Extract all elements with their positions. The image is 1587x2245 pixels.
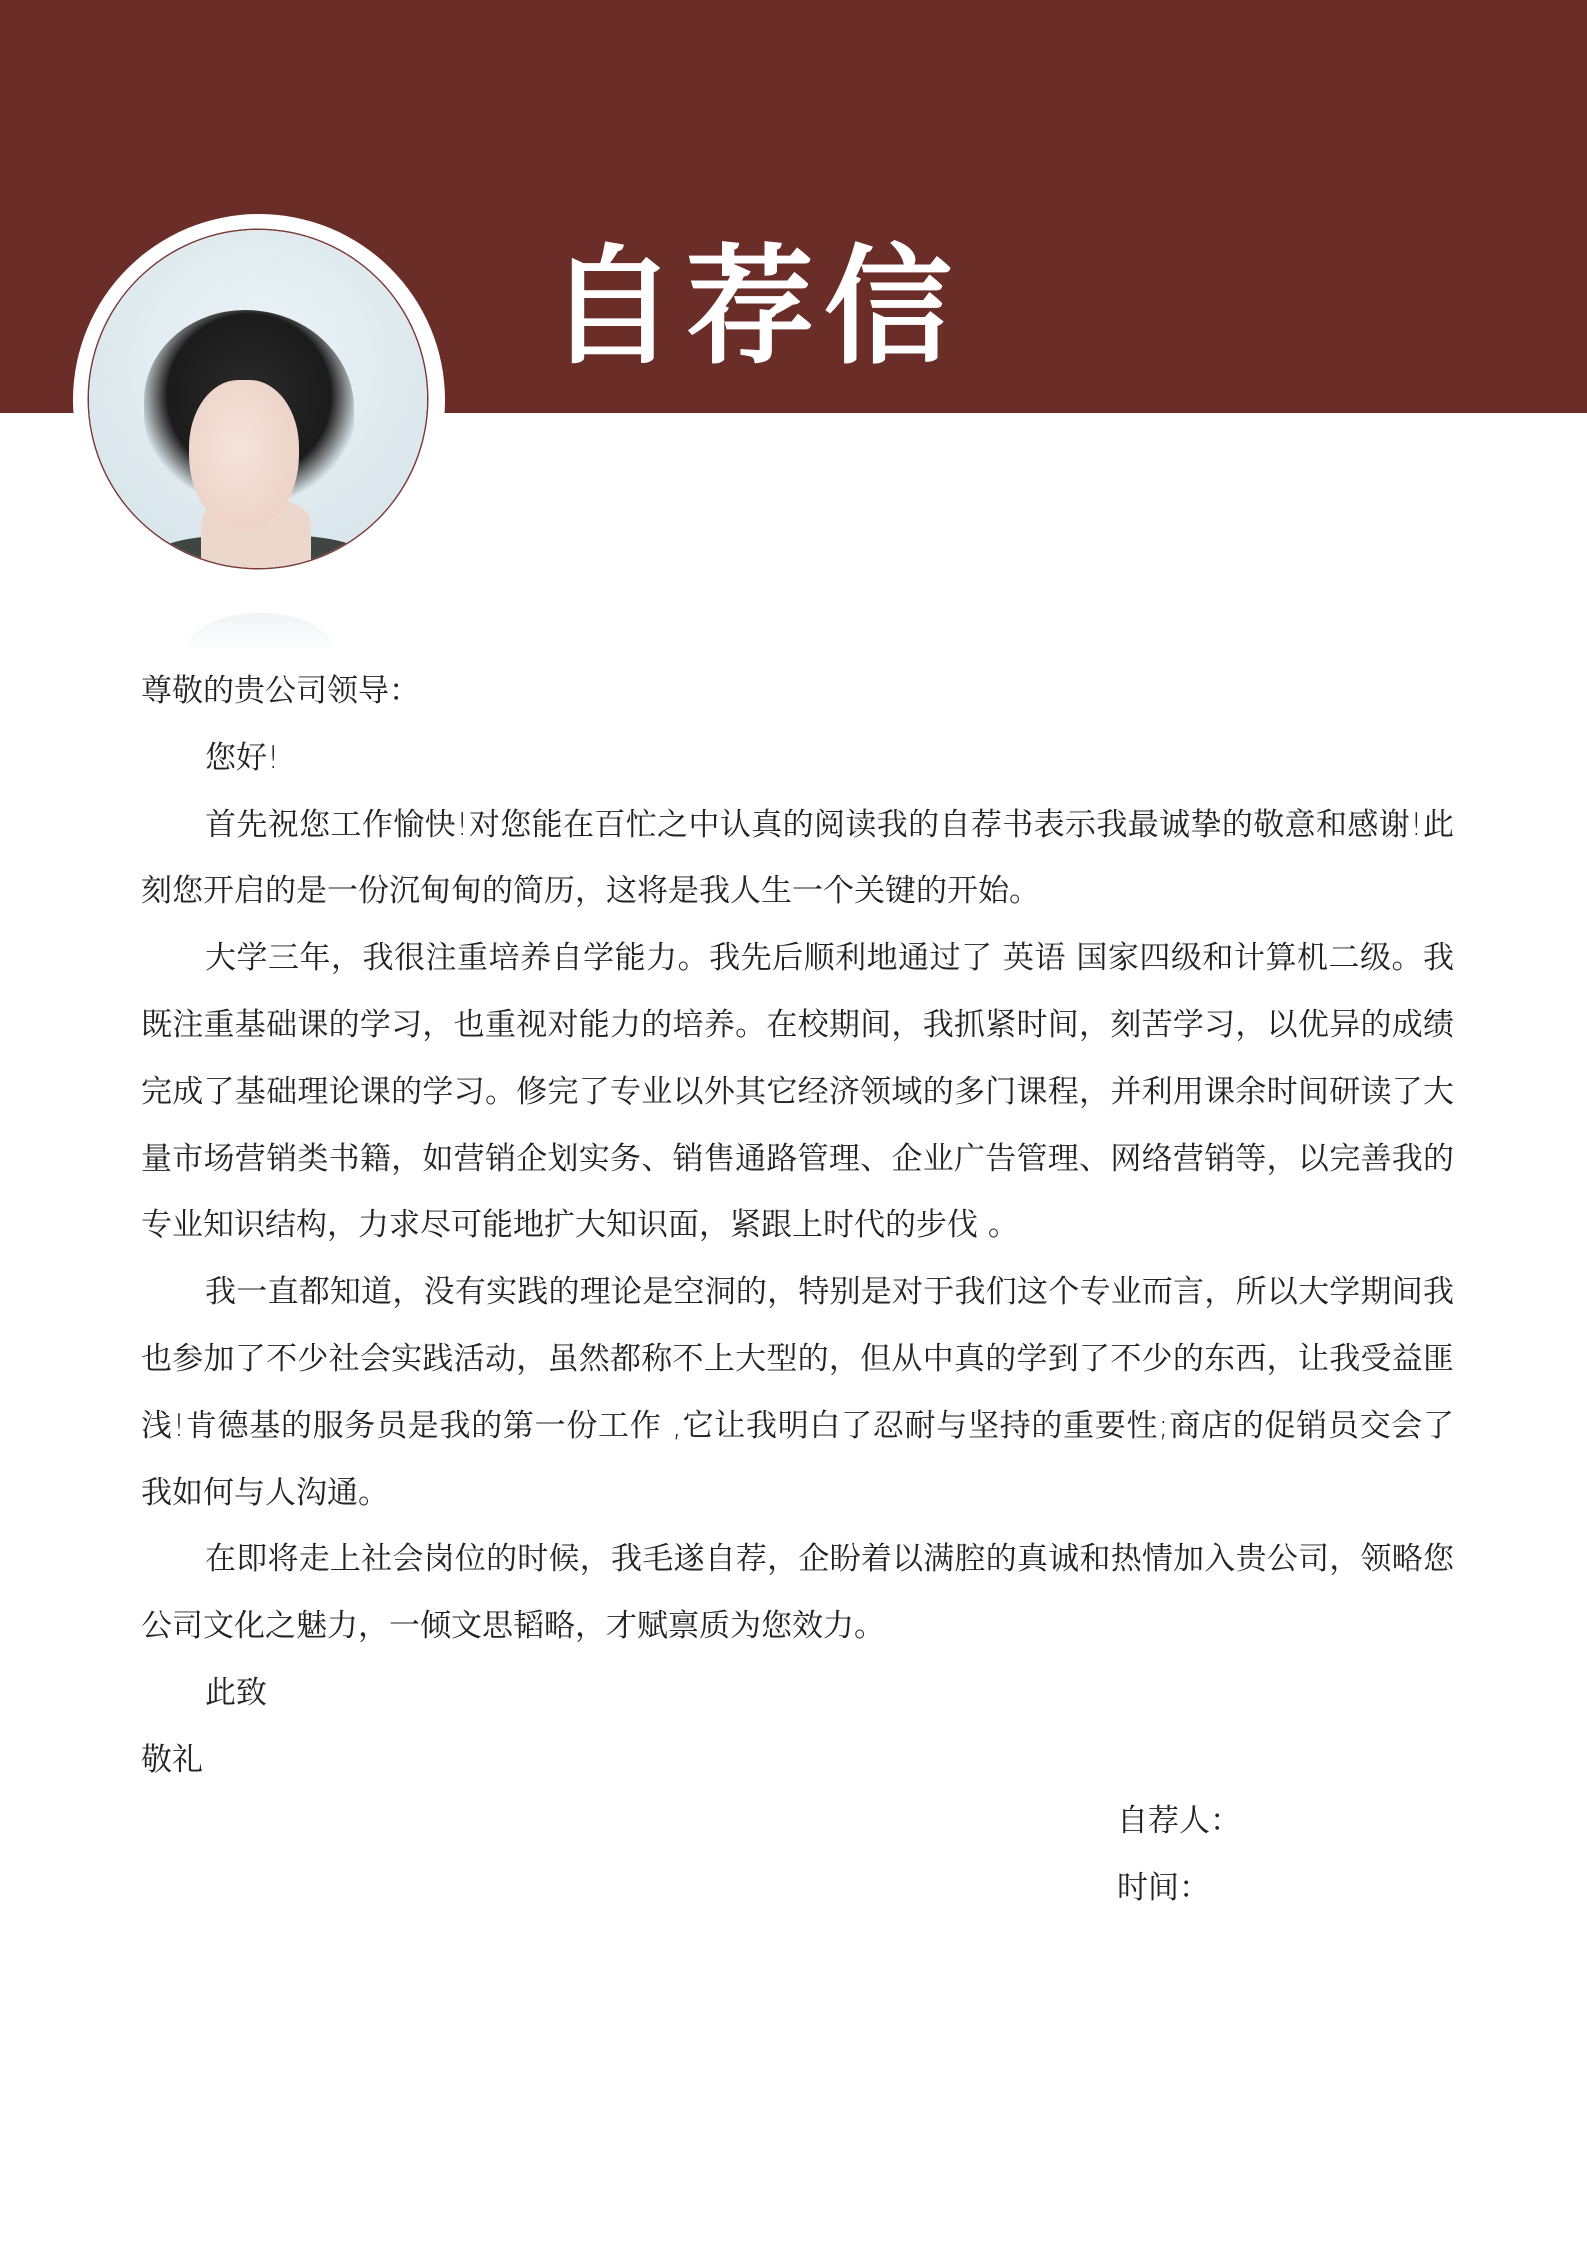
paragraph-3: 我一直都知道，没有实践的理论是空洞的，特别是对于我们这个专业而言，所以大学期间我也参加了不少社会实践活动，虽然都称不上大型的，但从中真的学到了不少的东西，让我受益匪浅!肯德基的服务员是我的第一份工作 ,它让我明白了忍耐与坚持的重要性;商店的促销员交会了我如何与人沟通。 — [141, 1274, 1454, 1511]
date-label: 时间： — [1117, 1869, 1210, 1906]
closing-jing-li: 敬礼 — [141, 1741, 203, 1778]
paragraph-4: 在即将走上社会岗位的时候，我毛遂自荐，企盼着以满腔的真诚和热情加入贵公司，领略您公司文化之魅力，一倾文思韬略，才赋禀质为您效力。 — [141, 1541, 1454, 1645]
avatar-collar — [207, 530, 307, 568]
paragraph-1: 首先祝您工作愉快!对您能在百忙之中认真的阅读我的自荐书表示我最诚挚的敬意和感谢!此刻您开启的是一份沉甸甸的简历，这将是我人生一个关键的开始。 — [141, 806, 1454, 910]
paragraph-2: 大学三年，我很注重培养自学能力。我先后顺利地通过了 英语 国家四级和计算机二级。我既注重基础课的学习，也重视对能力的培养。在校期间，我抓紧时间，刻苦学习，以优异的成绩完成了基础理论课的学习。修完了专业以外其它经济领域的多门课程，并利用课余时间研读了大量市场营销类书籍，如营销企划实务、销售通路管理、企业广告管理、网络营销等，以完善我的专业知识结构，力求尽可能地扩大知识面，紧跟上时代的步伐 。 — [141, 940, 1454, 1244]
greeting: 您好! — [205, 739, 280, 776]
avatar-face — [189, 380, 299, 530]
avatar — [89, 230, 427, 568]
avatar-reflection — [185, 613, 335, 653]
salutation: 尊敬的贵公司领导： — [141, 673, 420, 709]
page-title: 自荐信 — [548, 233, 963, 382]
signer-label: 自荐人： — [1117, 1803, 1241, 1839]
letter-body — [141, 658, 1454, 1794]
signature-block — [1117, 1788, 1241, 1922]
closing-ci-zhi: 此致 — [205, 1674, 267, 1711]
